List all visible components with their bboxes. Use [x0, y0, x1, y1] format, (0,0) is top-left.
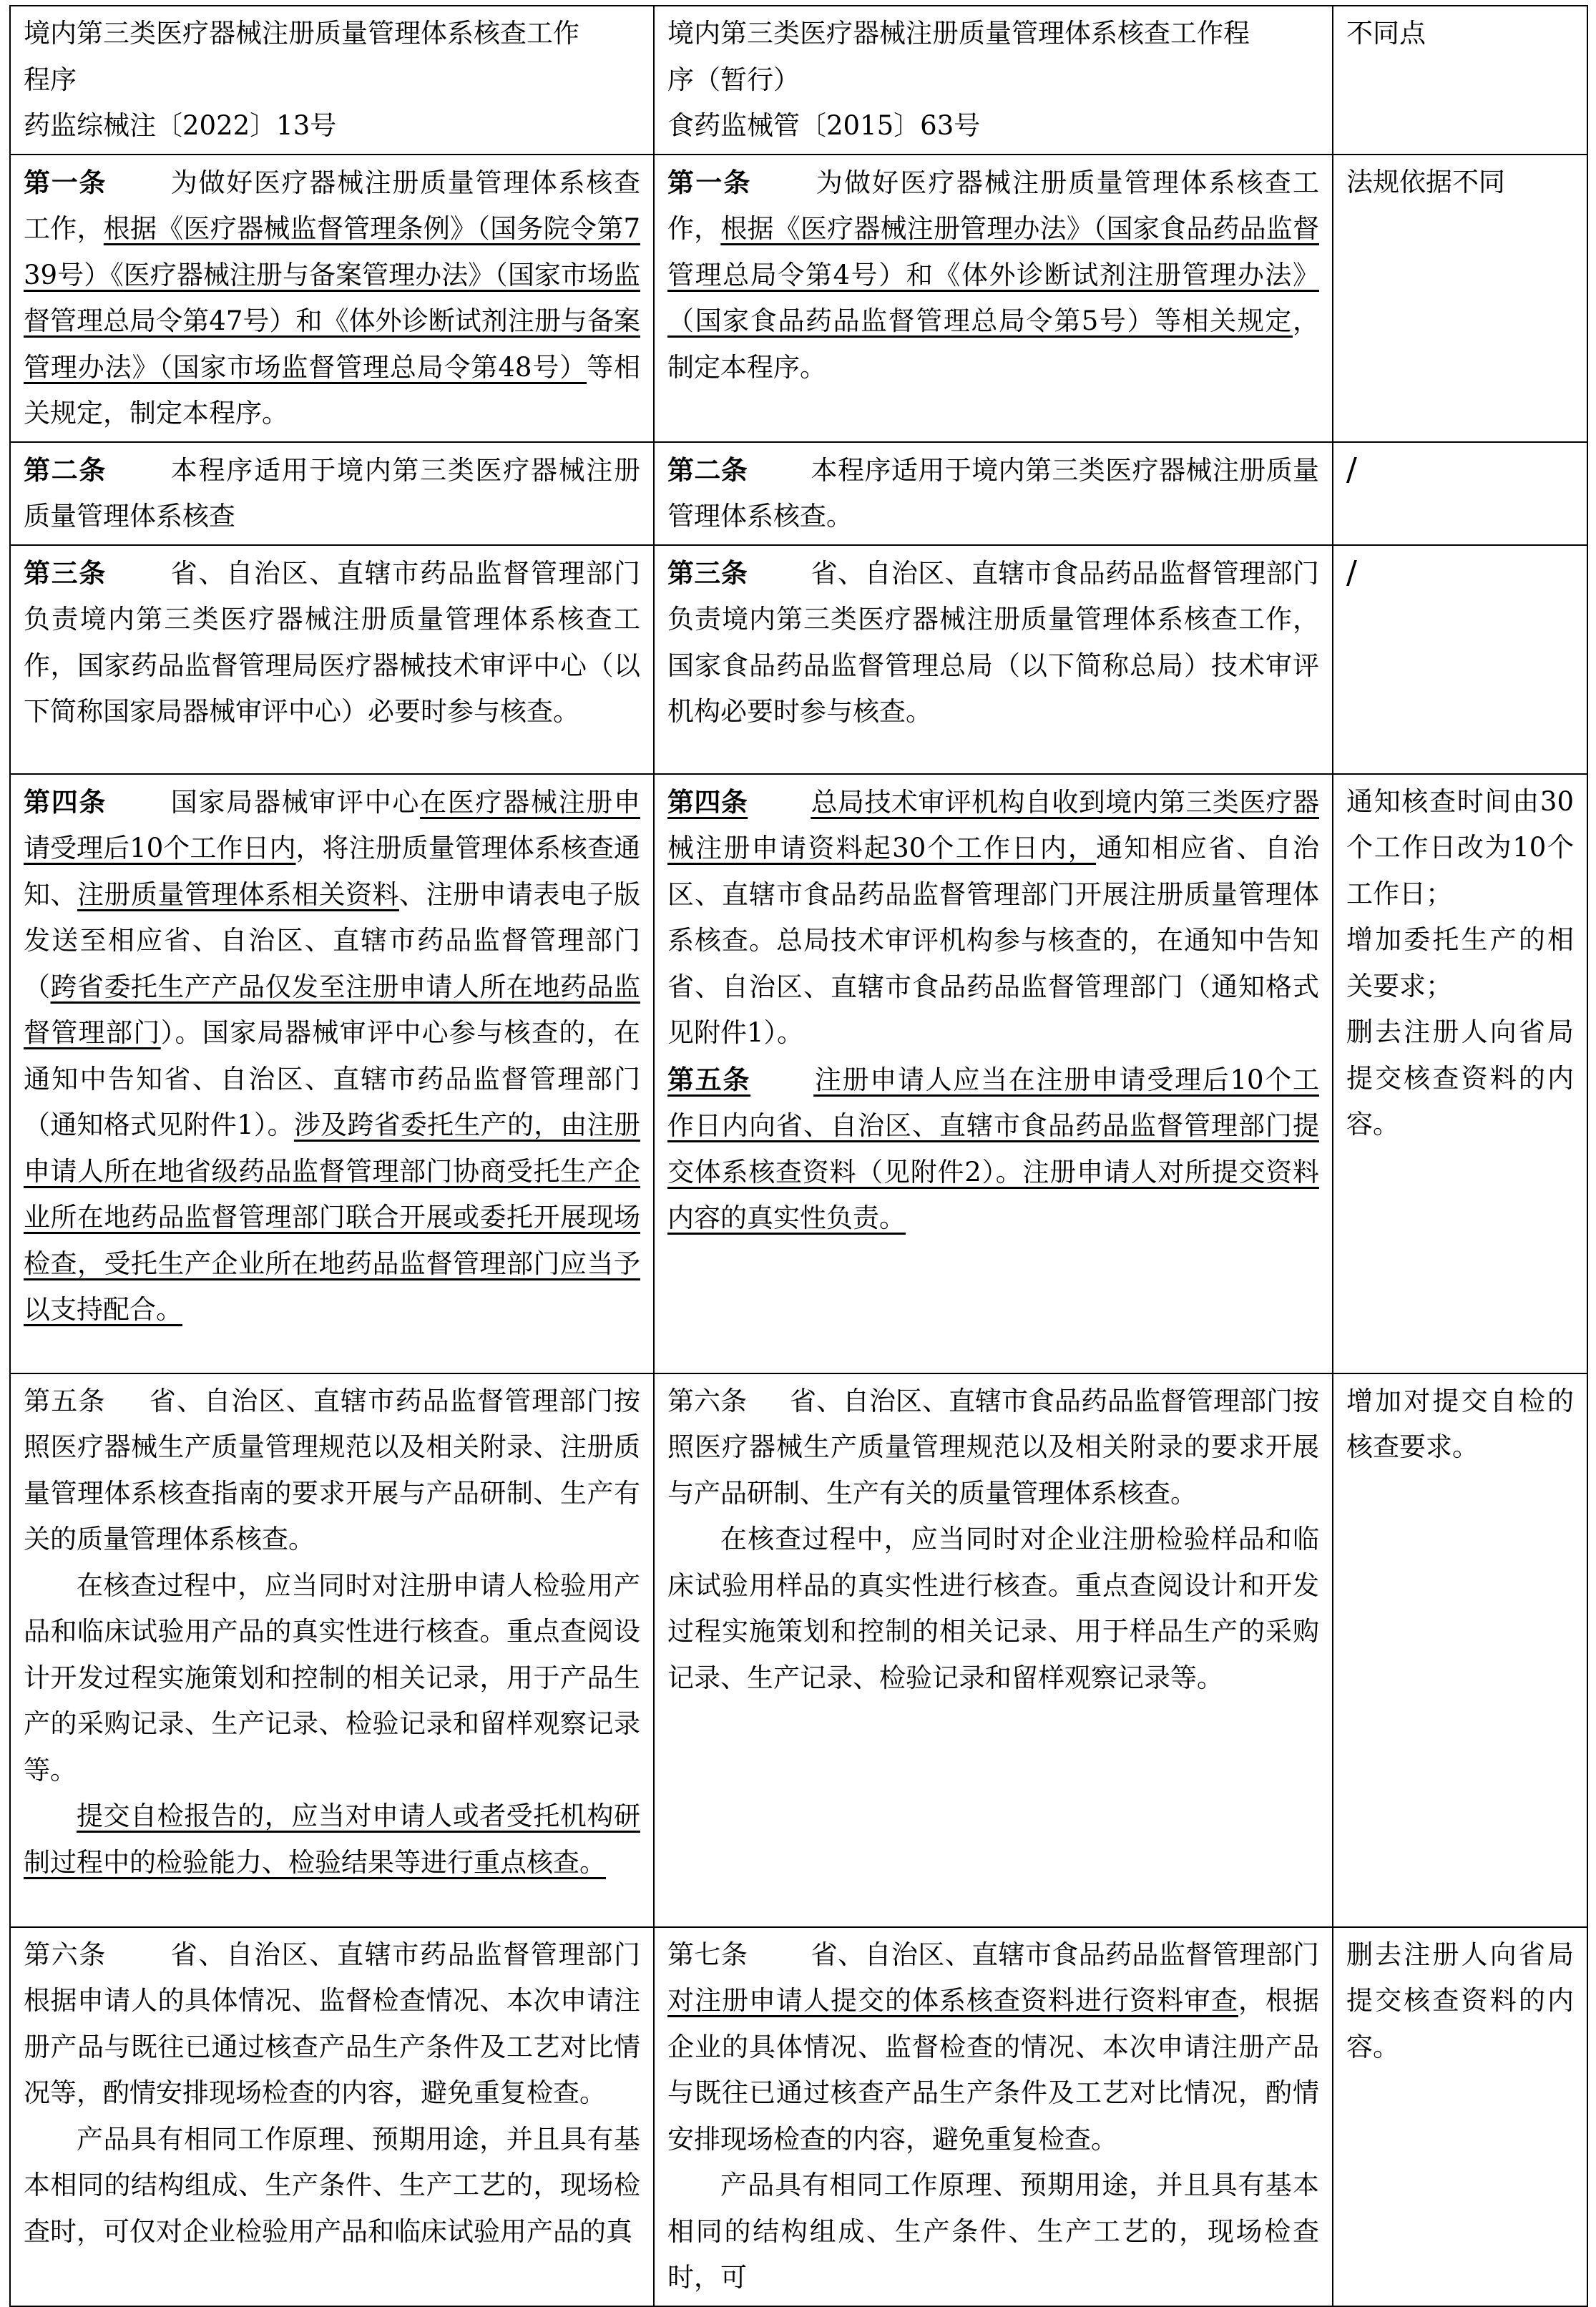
table-row	[10, 1927, 1587, 2306]
article-paragraph: 在核查过程中，应当同时对企业注册检验样品和临床试验用样品的真实性进行核查。重点查阅设计和开发过程实施策划和控制的相关记录、用于样品生产的采购记录、生产记录、检验记录和留样观察记录等。	[667, 1524, 1319, 1693]
article-old-cell	[654, 155, 1333, 442]
article-text: 本程序适用于境内第三类医疗器械注册质量管理体系核查。	[667, 454, 1320, 532]
header-old-procedure	[654, 6, 1333, 155]
article-text: ，制定本程序。	[667, 305, 1319, 383]
difference-item: 增加委托生产的相关要求；	[1346, 924, 1574, 1001]
article-old-cell	[654, 1373, 1333, 1927]
article-text-changed: 提交自检报告的，应当对申请人或者受托机构研制过程中的检验能力、检验结果等进行重点核查。	[24, 1801, 640, 1878]
difference-text: 法规依据不同	[1346, 166, 1505, 197]
article-new-cell	[10, 442, 654, 545]
article-text-changed: 对注册申请人提交的体系核查资料进行资料审查	[667, 1985, 1238, 2016]
article-paragraph: 产品具有相同工作原理、预期用途，并且具有基本相同的结构组成、生产条件、生产工艺的，现场检查时，可	[667, 2170, 1319, 2293]
table-row	[10, 774, 1587, 1373]
article-label: 第五条	[667, 1063, 751, 1095]
header-new-doc-number: 药监综械注〔2022〕13号	[24, 110, 337, 141]
article-text: 省、自治区、直辖市药品监督管理部门按照医疗器械生产质量管理规范以及相关附录、注册质量管理体系核查指南的要求开展与产品研制、生产有关的质量管理体系核查。	[24, 1385, 641, 1554]
article-new-cell	[10, 1373, 654, 1927]
header-row	[10, 6, 1587, 155]
difference-cell	[1333, 155, 1587, 442]
article-new-cell	[10, 1927, 654, 2306]
article-label: 第一条	[667, 166, 752, 198]
article-label: 第三条	[24, 557, 107, 589]
article-old-cell	[654, 1927, 1333, 2306]
article-label: 第六条	[24, 1939, 107, 1970]
article-text: ，根据企业的具体情况、监督检查的情况、本次申请注册产品与既往已通过核查产品生产条件及工艺对比情况，酌情安排现场检查的内容，避免重复检查。	[667, 1985, 1319, 2155]
article-paragraph: 产品具有相同工作原理、预期用途，并且具有基本相同的结构组成、生产条件、生产工艺的，现场检查时，可仅对企业检验用产品和临床试验用产品的真	[24, 2123, 640, 2247]
table-row	[10, 442, 1587, 545]
article-old-cell	[654, 442, 1333, 545]
article-text: 省、自治区、直辖市食品药品监督管理部门负责境内第三类医疗器械注册质量管理体系核查工作，国家食品药品监督管理总局（以下简称总局）技术审评机构必要时参与核查。	[667, 557, 1320, 727]
difference-text: /	[1346, 451, 1357, 488]
comparison-table	[9, 5, 1588, 2307]
article-text: 国家局器械审评中心	[170, 786, 421, 818]
article-text: 省、自治区、直辖市食品药品监督管理部门按照医疗器械生产质量管理规范以及相关附录的要求开展与产品研制、生产有关的质量管理体系核查。	[667, 1385, 1319, 1509]
article-old-cell	[654, 545, 1333, 774]
article-text-changed: 在医疗器械注册申请受理后10个工作日内	[24, 786, 641, 863]
difference-cell	[1333, 442, 1587, 545]
difference-cell	[1333, 1373, 1587, 1927]
table-row	[10, 155, 1587, 442]
article-paragraph: 在核查过程中，应当同时对注册申请人检验用产品和临床试验用产品的真实性进行核查。重点查阅设计开发过程实施策划和控制的相关记录，用于产品生产的采购记录、生产记录、检验记录和留样观察记录等。	[24, 1569, 640, 1786]
header-new-procedure	[10, 6, 654, 155]
difference-text: /	[1346, 554, 1357, 591]
difference-item: 删去注册人向省局提交核查资料的内容。	[1346, 1017, 1574, 1140]
article-text: ，将注册质量管理体系核查通知、	[24, 833, 640, 910]
table-row	[10, 545, 1587, 774]
article-text: 省、自治区、直辖市食品药品监督管理部门	[811, 1939, 1320, 1970]
header-old-doc-number: 食药监械管〔2015〕63号	[667, 110, 981, 141]
article-label: 第六条	[667, 1385, 747, 1416]
article-new-cell	[10, 774, 654, 1373]
header-new-title-line1: 境内第三类医疗器械注册质量管理体系核查工作	[24, 18, 579, 49]
article-text: 等相关规定，制定本程序。	[24, 351, 640, 428]
article-text-changed: 涉及跨省委托生产的，由注册申请人所在地省级药品监督管理部门协商受托生产企业所在地药品监督管理部门联合开展或委托开展现场检查，受托生产企业所在地药品监督管理部门应当予以支持配合。	[24, 1110, 640, 1325]
difference-text: 删去注册人向省局提交核查资料的内容。	[1346, 1939, 1574, 2062]
article-text-changed: 根据《医疗器械监督管理条例》（国务院令第739号）《医疗器械注册与备案管理办法》（国家市场监督管理总局令第47号）和《体外诊断试剂注册与备案管理办法》（国家市场监督管理总局令第48号）	[24, 213, 640, 383]
article-text-changed: 总局技术审评机构自收到境内第三类医疗器械注册申请资料起30个工作日内，	[667, 786, 1320, 863]
table-row	[10, 1373, 1587, 1927]
article-label: 第二条	[667, 454, 748, 486]
article-old-cell	[654, 774, 1333, 1373]
article-text: 、注册申请表电子版发送至相应省、自治区、直辖市药品监督管理部门（	[24, 878, 640, 1002]
article-text: ）。国家局器械审评中心参与核查的，在通知中告知省、自治区、直辖市药品监督管理部门（通知格式见附件1）。	[24, 1017, 641, 1140]
article-label: 第一条	[24, 166, 107, 198]
header-differences: 不同点	[1333, 6, 1587, 155]
article-text-changed: 跨省委托生产产品仅发至注册申请人所在地药品监督管理部门	[24, 971, 640, 1048]
article-text: 省、自治区、直辖市药品监督管理部门负责境内第三类医疗器械注册质量管理体系核查工作，国家药品监督管理局医疗器械技术审评中心（以下简称国家局器械审评中心）必要时参与核查。	[24, 557, 641, 727]
header-old-title-line1: 境内第三类医疗器械注册质量管理体系核查工作程	[667, 18, 1250, 49]
article-text: 通知相应省、自治区、直辖市食品药品监督管理部门开展注册质量管理体系核查。总局技术审评机构参与核查的，在通知中告知省、自治区、直辖市食品药品监督管理部门（通知格式见附件1）。	[667, 833, 1319, 1048]
difference-cell	[1333, 774, 1587, 1373]
article-label: 第五条	[24, 1385, 106, 1416]
article-text: 省、自治区、直辖市药品监督管理部门根据申请人的具体情况、监督检查情况、本次申请注册产品与既往已通过核查产品生产条件及工艺对比情况等，酌情安排现场检查的内容，避免重复检查。	[24, 1939, 641, 2108]
article-label: 第三条	[667, 557, 748, 589]
article-label: 第七条	[667, 1939, 748, 1970]
article-label: 第四条	[24, 785, 107, 818]
article-text: 本程序适用于境内第三类医疗器械注册质量管理体系核查	[24, 454, 641, 532]
article-text-changed: 注册申请人应当在注册申请受理后10个工作日内向省、自治区、直辖市食品药品监督管理部门提交体系核查资料（见附件2）。注册申请人对所提交资料内容的真实性负责。	[667, 1064, 1319, 1233]
difference-text: 增加对提交自检的核查要求。	[1346, 1385, 1574, 1462]
article-text-changed: 根据《医疗器械注册管理办法》（国家食品药品监督管理总局令第4号）和《体外诊断试剂注册管理办法》（国家食品药品监督管理总局令第5号）等相关规定	[667, 213, 1319, 336]
difference-cell	[1333, 1927, 1587, 2306]
difference-cell	[1333, 545, 1587, 774]
article-label: 第四条	[667, 785, 748, 818]
article-new-cell	[10, 155, 654, 442]
article-text-changed: 注册质量管理体系相关资料	[77, 878, 399, 910]
header-old-title-line2: 序（暂行）	[667, 64, 800, 95]
article-text: 为做好医疗器械注册质量管理体系核查工作，	[24, 167, 641, 244]
article-new-cell	[10, 545, 654, 774]
difference-item: 通知核查时间由30个工作日改为10个工作日；	[1346, 785, 1574, 909]
article-text: 为做好医疗器械注册质量管理体系核查工作，	[667, 167, 1320, 244]
article-label: 第二条	[24, 454, 107, 486]
header-new-title-line2: 程序	[24, 64, 77, 95]
